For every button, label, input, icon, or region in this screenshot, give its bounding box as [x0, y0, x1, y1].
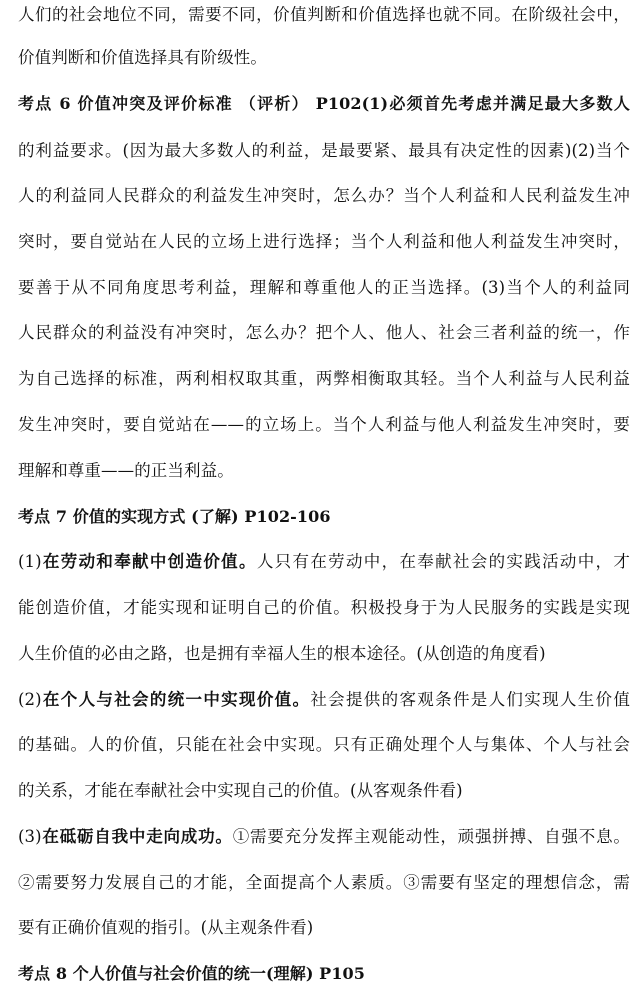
paragraph-line: 的关系，才能在奉献社会中实现自己的价值。(从客观条件看)	[18, 781, 463, 800]
paragraph-line: 理解和尊重——的正当利益。	[18, 461, 234, 480]
paragraph-line: 价值判断和价值选择具有阶级性。	[18, 48, 267, 67]
paragraph-line: 能创造价值，才能实现和证明自己的价值。积极投身于为人民服务的实践是实现	[18, 598, 630, 617]
bold-phrase: 在砥砺自我中走向成功。	[41, 827, 233, 846]
paragraph-line: 的基础。人的价值，只能在社会中实现。只有正确处理个人与集体、个人与社会	[18, 735, 630, 754]
paragraph-line: 人们的社会地位不同，需要不同，价值判断和价值选择也就不同。在阶级社会中，	[18, 5, 630, 24]
bold-phrase: 在劳动和奉献中创造价值。	[41, 552, 257, 571]
paragraph-line: (2)在个人与社会的统一中实现价值。社会提供的客观条件是人们实现人生价值	[18, 690, 630, 709]
paragraph-line: 的利益要求。(因为最大多数人的利益，是最要紧、最具有决定性的因素)(2)当个	[18, 141, 630, 160]
paragraph-line: 要善于从不同角度思考利益，理解和尊重他人的正当选择。(3)当个人的利益同	[18, 278, 630, 297]
section-heading-6: 考点 6 价值冲突及评价标准 （评析） P102(1)必须首先考虑并满足最大多数人	[18, 94, 630, 113]
section-heading-7: 考点 7 价值的实现方式 (了解) P102-106	[18, 507, 331, 526]
bold-phrase: 在个人与社会的统一中实现价值。	[41, 690, 311, 709]
section-heading-8: 考点 8 个人价值与社会价值的统一(理解) P105	[18, 964, 366, 983]
paragraph-line: 人的利益同人民群众的利益发生冲突时，怎么办？当个人利益和人民利益发生冲	[18, 186, 630, 205]
paragraph-line: 人民群众的利益没有冲突时，怎么办？把个人、他人、社会三者利益的统一，作	[18, 323, 630, 342]
paragraph-line: 为自己选择的标准，两利相权取其重，两弊相衡取其轻。当个人利益与人民利益	[18, 369, 630, 388]
paragraph-line: 人生价值的必由之路，也是拥有幸福人生的根本途径。(从创造的角度看)	[18, 644, 546, 663]
paragraph-line: (1)在劳动和奉献中创造价值。人只有在劳动中，在奉献社会的实践活动中，才	[18, 552, 630, 571]
paragraph-line: 要有正确价值观的指引。(从主观条件看)	[18, 918, 314, 937]
paragraph-line: ②需要努力发展自己的才能，全面提高个人素质。③需要有坚定的理想信念，需	[18, 873, 630, 892]
paragraph-line: 突时，要自觉站在人民的立场上进行选择；当个人利益和他人利益发生冲突时，	[18, 232, 630, 251]
paragraph-line: (3)在砥砺自我中走向成功。①需要充分发挥主观能动性，顽强拼搏、自强不息。	[18, 827, 630, 846]
paragraph-line: 发生冲突时，要自觉站在——的立场上。当个人利益与他人利益发生冲突时，要	[18, 415, 630, 434]
